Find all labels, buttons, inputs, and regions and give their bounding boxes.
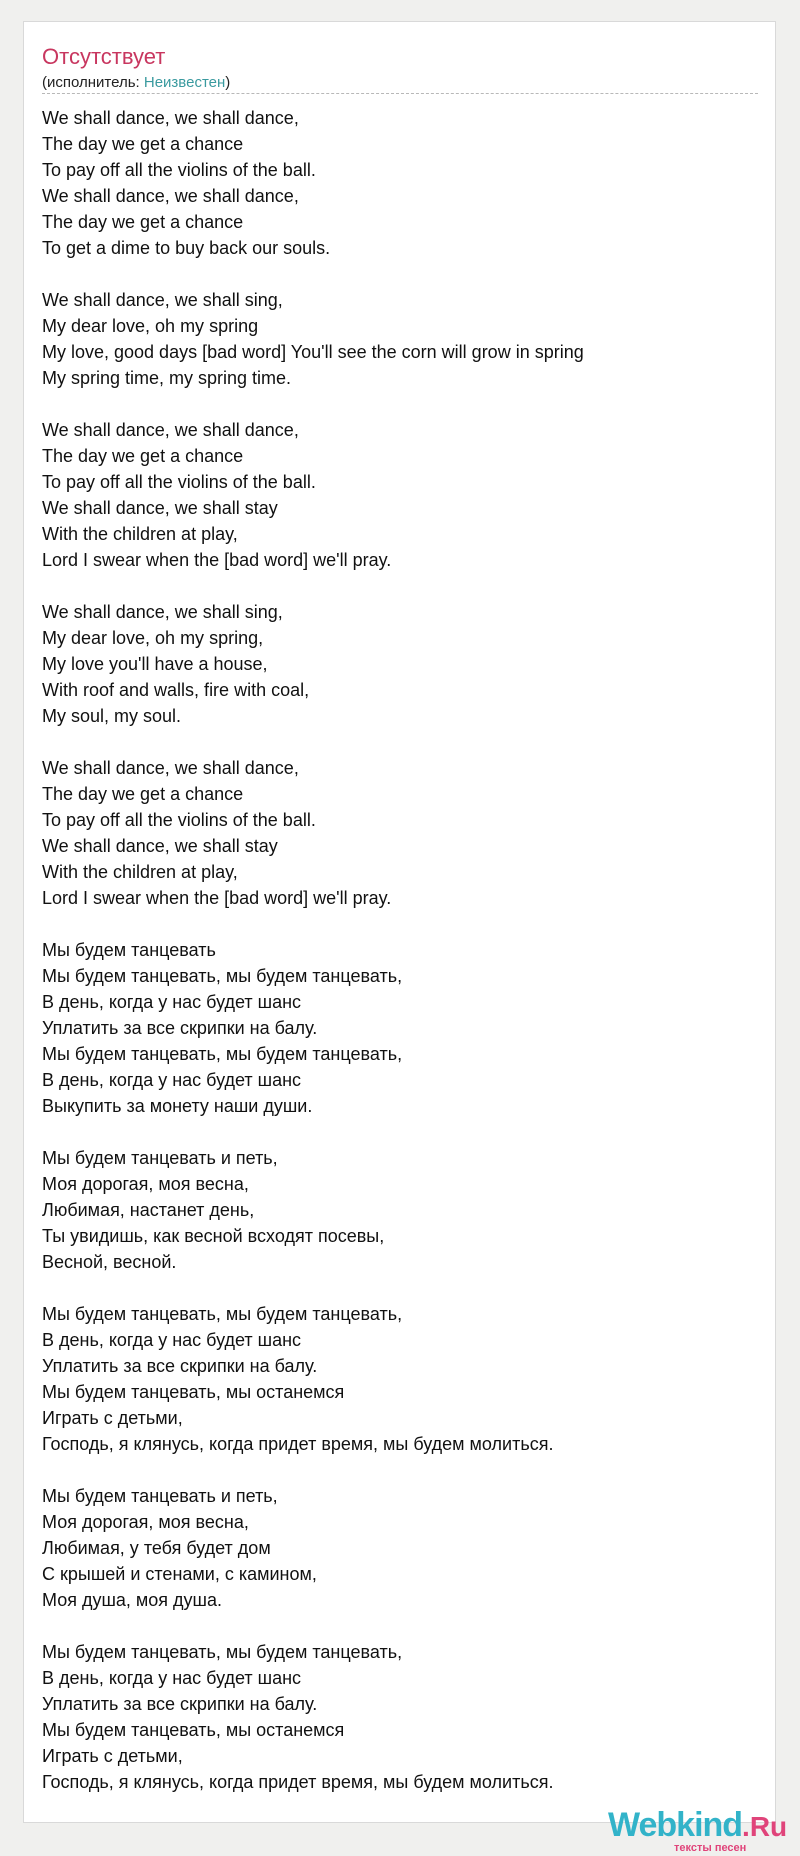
lyrics-line: Мы будем танцевать, мы будем танцевать, xyxy=(42,966,403,986)
lyrics-line: Lord I swear when the [bad word] we'll pray. xyxy=(42,888,392,908)
lyrics-line: Мы будем танцевать, мы будем танцевать, xyxy=(42,1044,403,1064)
artist-prefix: (исполнитель: xyxy=(42,74,144,91)
lyrics-line: The day we get a chance xyxy=(42,212,244,232)
lyrics-line: Играть с детьми, xyxy=(42,1408,183,1428)
lyrics-line: My soul, my soul. xyxy=(42,706,182,726)
lyrics-line: To get a dime to buy back our souls. xyxy=(42,238,331,258)
lyrics-line: To pay off all the violins of the ball. xyxy=(42,160,316,180)
lyrics-line: Моя душа, моя душа. xyxy=(42,1590,222,1610)
lyrics-line: My dear love, oh my spring xyxy=(42,316,259,336)
lyrics-line: To pay off all the violins of the ball. xyxy=(42,810,316,830)
lyrics-line: Мы будем танцевать и петь, xyxy=(42,1148,278,1168)
lyrics-line: Мы будем танцевать, мы останемся xyxy=(42,1720,345,1740)
lyrics-stanza xyxy=(42,417,758,573)
lyrics-line: Мы будем танцевать и петь, xyxy=(42,1486,278,1506)
lyrics-line: Весной, весной. xyxy=(42,1252,177,1272)
logo-domain-text: .Ru xyxy=(742,1811,788,1842)
lyrics-line: We shall dance, we shall stay xyxy=(42,836,278,856)
lyrics-line: We shall dance, we shall dance, xyxy=(42,108,299,128)
lyrics-line: Уплатить за все скрипки на балу. xyxy=(42,1018,318,1038)
artist-link[interactable]: Неизвестен xyxy=(143,74,226,91)
lyrics-line: Уплатить за все скрипки на балу. xyxy=(42,1356,318,1376)
lyrics-line: В день, когда у нас будет шанс xyxy=(42,1070,302,1090)
lyrics-stanza xyxy=(42,1483,758,1613)
lyrics-line: Ты увидишь, как весной всходят посевы, xyxy=(42,1226,385,1246)
lyrics-line: We shall dance, we shall dance, xyxy=(42,186,299,206)
lyrics-stanza xyxy=(42,1145,758,1275)
lyrics-line: The day we get a chance xyxy=(42,134,244,154)
lyrics-line: С крышей и стенами, с камином, xyxy=(42,1564,317,1584)
lyrics-stanza xyxy=(42,105,758,261)
lyrics-stanza xyxy=(42,1639,758,1795)
lyrics-body xyxy=(42,105,758,1821)
lyrics-line: My love, good days [bad word] You'll see the corn will grow in spring xyxy=(42,342,584,362)
logo-main-text: Webkind xyxy=(608,1806,743,1844)
lyrics-line: We shall dance, we shall stay xyxy=(42,498,278,518)
lyrics-stanza xyxy=(42,287,758,391)
lyrics-stanza xyxy=(42,755,758,911)
lyrics-line: Мы будем танцевать xyxy=(42,940,216,960)
lyrics-line: Любимая, у тебя будет дом xyxy=(42,1538,271,1558)
lyrics-line: The day we get a chance xyxy=(42,784,244,804)
lyrics-line: Моя дорогая, моя весна, xyxy=(42,1174,249,1194)
lyrics-line: Мы будем танцевать, мы будем танцевать, xyxy=(42,1642,403,1662)
lyrics-line: With the children at play, xyxy=(42,524,238,544)
lyrics-line: Господь, я клянусь, когда придет время, мы будем молиться. xyxy=(42,1772,554,1792)
artist-line xyxy=(42,74,230,92)
lyrics-line: Играть с детьми, xyxy=(42,1746,183,1766)
lyrics-line: We shall dance, we shall dance, xyxy=(42,420,299,440)
webkind-logo[interactable] xyxy=(608,1806,798,1856)
lyrics-line: The day we get a chance xyxy=(42,446,244,466)
lyrics-line: With the children at play, xyxy=(42,862,238,882)
header-divider xyxy=(42,93,758,94)
lyrics-line: Любимая, настанет день, xyxy=(42,1200,255,1220)
lyrics-line: My spring time, my spring time. xyxy=(42,368,292,388)
lyrics-stanza xyxy=(42,1301,758,1457)
lyrics-line: My love you'll have a house, xyxy=(42,654,268,674)
logo-wordmark xyxy=(608,1806,787,1846)
song-title: Отсутствует xyxy=(42,44,166,69)
lyrics-line: To pay off all the violins of the ball. xyxy=(42,472,316,492)
lyrics-stanza xyxy=(42,599,758,729)
lyrics-line: We shall dance, we shall sing, xyxy=(42,602,283,622)
lyrics-line: Уплатить за все скрипки на балу. xyxy=(42,1694,318,1714)
lyrics-line: We shall dance, we shall sing, xyxy=(42,290,283,310)
lyrics-line: В день, когда у нас будет шанс xyxy=(42,992,302,1012)
lyrics-line: With roof and walls, fire with coal, xyxy=(42,680,310,700)
lyrics-line: В день, когда у нас будет шанс xyxy=(42,1330,302,1350)
lyrics-line: We shall dance, we shall dance, xyxy=(42,758,299,778)
lyrics-line: Мы будем танцевать, мы останемся xyxy=(42,1382,345,1402)
lyrics-line: В день, когда у нас будет шанс xyxy=(42,1668,302,1688)
lyrics-card xyxy=(23,21,788,1854)
lyrics-line: My dear love, oh my spring, xyxy=(42,628,264,648)
lyrics-line: Господь, я клянусь, когда придет время, мы будем молиться. xyxy=(42,1434,554,1454)
logo-tagline: тексты песен xyxy=(674,1842,747,1854)
lyrics-line: Lord I swear when the [bad word] we'll pray. xyxy=(42,550,392,570)
lyrics-stanza xyxy=(42,937,758,1119)
lyrics-line: Моя дорогая, моя весна, xyxy=(42,1512,249,1532)
lyrics-line: Мы будем танцевать, мы будем танцевать, xyxy=(42,1304,403,1324)
artist-suffix: ) xyxy=(225,74,231,91)
lyrics-line: Выкупить за монету наши души. xyxy=(42,1096,313,1116)
